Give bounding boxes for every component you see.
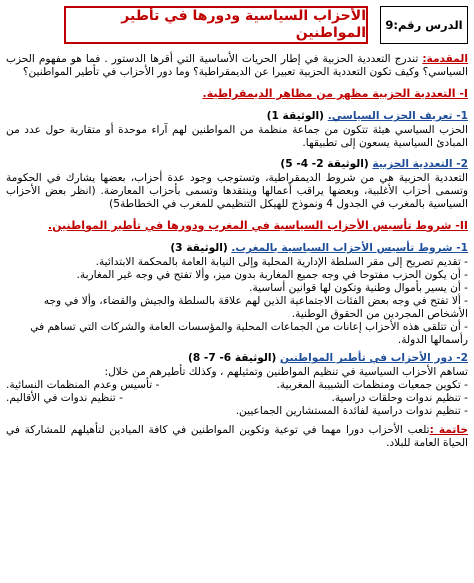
list-item: - تقديم تصريح إلى مقر السلطة الإدارية المحلية وإلى النيابة العامة بالمحكمة الابتدائية. — [95, 256, 468, 269]
roles-list — [6, 379, 468, 418]
conditions-list — [6, 256, 468, 346]
section-2-2-heading — [6, 352, 468, 365]
list-row — [6, 379, 468, 392]
section-1-1-doc-ref: (الوثيقة 1) — [266, 110, 328, 123]
list-item: - تأسيس وعدم المنظمات النسائية. — [6, 379, 160, 392]
lesson-page — [6, 6, 468, 458]
list-item: - أن يكون الحزب مفتوحا في وجه جميع المغاربة بدون ميز، وألا تفتح في وجه غير المغاربة. — [76, 268, 468, 281]
intro-text: تندرج التعددية الحزبية في إطار الحريات الأساسية التي أقرها الدستور . فما هو مفهوم الحزب السياسي؟ وكيف تكون التعددية الحزبية تعبيرا عن الديمقراطية؟ وما دور الأحزاب في تأطير المواطنين؟ — [6, 53, 468, 78]
section-2-2-title: 2- دور الأحزاب في تأطير المواطنين — [279, 352, 468, 365]
list-item: - تكوين جمعيات ومنظمات الشبيبة المغربية. — [276, 379, 468, 392]
list-item: - تنظيم ندوات وحلقات دراسية. — [331, 392, 468, 405]
section-1-1-text: الحزب السياسي هيئة تتكون من جماعة منظمة من المواطنين لهم آراء موحدة أو متقاربة حول عدد من المبادئ السياسية يسعون إلى تطبيقها. — [6, 124, 468, 150]
section-2-1-title: 1- شروط تأسيس الأحزاب السياسية بالمغرب. — [231, 242, 468, 255]
lesson-title-box — [64, 6, 368, 44]
intro-label: المقدمة: — [422, 53, 468, 65]
conclusion-paragraph — [6, 424, 468, 450]
section-2-heading: II- شروط تأسيس الأحزاب السياسية في المغرب ودورها في تأطير المواطنين. — [47, 218, 468, 232]
lesson-number-box — [380, 6, 468, 44]
list-item: - تنظيم ندوات في الأقاليم. — [6, 392, 123, 405]
conclusion-label: خاتمة : — [429, 424, 468, 437]
lesson-header — [6, 6, 468, 44]
section-2-2-text: تساهم الأحزاب السياسية في تنظيم المواطنين وتمثيلهم ، وكذلك تأطيرهم من خلال: — [104, 366, 468, 379]
section-2-1-doc-ref: (الوثيقة 3) — [170, 242, 232, 255]
list-item: - ألا تفتح في وجه بعض الفئات الاجتماعية الذين لهم علاقة بالسلطة والجيش والقضاء، وألا في وجه الأشخاص المجردين من الحقوق الوطنية. — [43, 294, 468, 320]
section-2-1-heading — [6, 242, 468, 255]
section-1-2-title: 2- التعددية الحزبية — [372, 158, 468, 171]
section-1-1-heading — [6, 110, 468, 123]
section-1-heading: I- التعددية الحزبية مظهر من مظاهر الديمقراطية. — [202, 86, 468, 100]
section-2-2-doc-ref: (الوثيقة 6- 7- 8) — [188, 352, 280, 365]
list-row — [6, 405, 468, 418]
list-row — [6, 392, 468, 405]
list-item: - أن يسير بأموال وطنية وتكون لها قوانين أساسية. — [249, 281, 468, 294]
section-1-2-heading — [6, 158, 468, 171]
list-item: - تنظيم ندوات دراسية لفائدة المستشارين الجماعيين. — [235, 405, 468, 418]
intro-paragraph — [6, 53, 468, 79]
conclusion-text: تلعب الأحزاب دورا مهما في توعية وتكوين المواطنين في كافة الميادين لتأهيلهم للمشاركة في الحياة العامة للبلاد. — [6, 424, 468, 450]
lesson-title: الأحزاب السياسية ودورها في تأطير المواطنين — [121, 7, 366, 41]
list-item: - أن تتلقى هذه الأحزاب إعانات من الجماعات المحلية والمؤسسات العامة والشركات التي تساهم في رأسمالها الدولة. — [30, 320, 468, 346]
section-1-2-doc-ref: (الوثيقة 2- 4- 5) — [280, 158, 373, 171]
section-1-1-title: 1- تعريف الحزب السياسي. — [327, 110, 468, 123]
section-1-2-text: التعددية الحزبية هي من شروط الديمقراطية، وتستوجب وجود عدة أحزاب، بعضها يشارك في الحكومة وتسمى أحزاب الأغلبية، وبعضها يراقب أعمالها وينتقدها وتسمى بأحزاب المعارضة. (انظر بعض الأحزاب السياسية بالمغرب في الجدول 4 ونموذج للهيكل التنظيمي للمغرب في الخطاطة5) — [6, 171, 468, 210]
lesson-number: الدرس رقم:9 — [385, 17, 463, 32]
